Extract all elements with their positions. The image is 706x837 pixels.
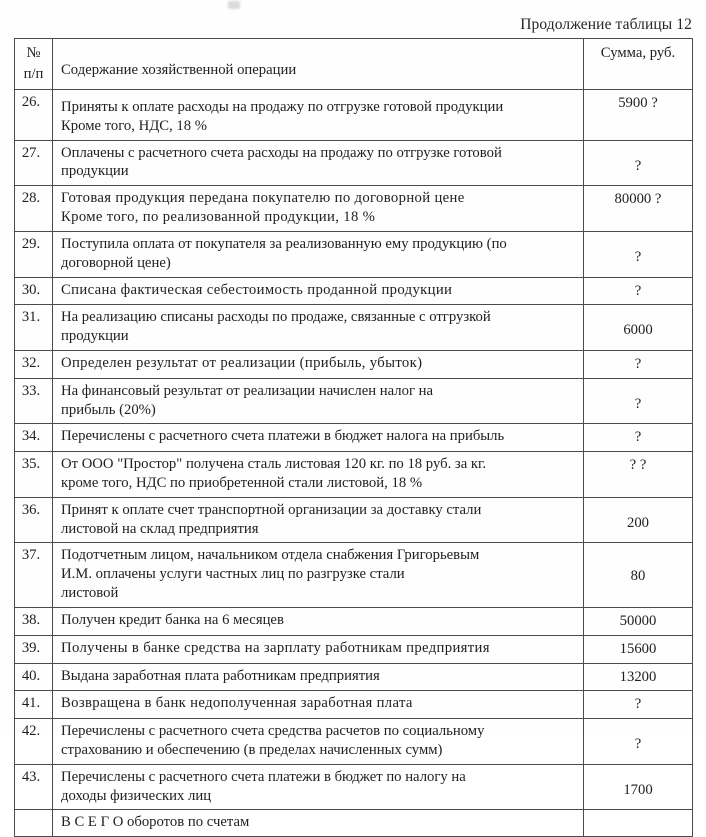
row-description-line: листовой [61, 585, 119, 602]
table-row [15, 231, 693, 277]
row-number: 34. [21, 428, 41, 445]
row-number: 40. [21, 667, 41, 684]
table-row [15, 543, 693, 607]
row-description-line: кроме того, НДС по приобретенной стали листовой, 18 % [61, 475, 423, 491]
row-amount-secondary: ? [639, 457, 647, 474]
row-description [53, 232, 583, 277]
header-number-line2: п/п [23, 65, 44, 82]
table-row [15, 635, 693, 663]
row-amount: ? [634, 696, 642, 713]
row-number: 38. [21, 611, 41, 628]
row-description [53, 90, 583, 140]
row-description [53, 305, 583, 350]
row-number: 26. [21, 94, 41, 110]
row-description-line: Принят к оплате счет транспортной организации за доставку стали [61, 501, 482, 518]
row-description-line: На финансовый результат от реализации начислен налог на [61, 382, 434, 399]
row-description: Возвращена в банк недополученная заработная плата [61, 695, 413, 712]
table-row [15, 497, 693, 543]
table-row [15, 424, 693, 452]
row-description: Получен кредит банка на 6 месяцев [61, 611, 284, 628]
row-number: 32. [21, 354, 41, 371]
row-number: 37. [21, 547, 41, 564]
row-description: Получены в банке средства на зарплату работникам предприятия [61, 639, 490, 656]
row-number: 35. [21, 456, 41, 473]
row-description-line: Подотчетным лицом, начальником отдела снабжения Григорьевым [61, 547, 480, 564]
row-amount: 80 [630, 568, 646, 585]
row-description-line: И.М. оплачены услуги частных лиц по разгрузке стали [61, 566, 405, 583]
header-description-cell: Содержание хозяйственной операции [61, 62, 297, 78]
business-operations-table [14, 38, 693, 837]
row-number: 36. [21, 501, 41, 518]
row-amount: 15600 [619, 640, 657, 657]
row-number: 33. [21, 382, 41, 399]
row-description-line: Приняты к оплате расходы на продажу по отгрузке готовой продукции [61, 99, 504, 115]
row-description [53, 186, 583, 231]
row-amount [584, 186, 692, 213]
row-amount: 1700 [623, 781, 653, 798]
row-amount: ? [634, 282, 642, 299]
total-amount [584, 810, 692, 818]
row-amount-secondary: ? [654, 191, 662, 208]
row-number: 43. [21, 768, 41, 785]
row-amount: ? [634, 157, 642, 174]
row-description: Выдана заработная плата работникам предприятия [61, 667, 380, 684]
row-description-line: Кроме того, по реализованной продукции, 18 % [61, 209, 376, 226]
table-row [15, 378, 693, 424]
row-amount: ? [634, 736, 642, 753]
row-amount-primary: 80000 [614, 191, 652, 208]
row-description [53, 498, 583, 543]
header-number-cell [15, 39, 52, 85]
row-amount: ? [634, 355, 642, 372]
table-row [15, 350, 693, 378]
row-description: Списана фактическая себестоимость проданной продукции [61, 281, 453, 298]
row-description [53, 543, 583, 606]
row-number: 41. [21, 695, 41, 712]
table-row [15, 607, 693, 635]
row-amount [584, 90, 692, 117]
table-row [15, 691, 693, 719]
row-number: 30. [21, 281, 41, 298]
row-description [53, 719, 583, 764]
row-description-line: На реализацию списаны расходы по продаже, связанные с отгрузкой [61, 309, 491, 326]
row-description-line: доходы физических лиц [61, 787, 212, 804]
table-continuation-caption: Продолжение таблицы 12 [520, 16, 692, 33]
row-number: 42. [21, 723, 41, 740]
table-row [15, 140, 693, 186]
row-amount: 200 [626, 514, 650, 531]
total-label: В С Е Г О оборотов по счетам [61, 814, 250, 831]
row-description [53, 452, 583, 497]
table-row [15, 277, 693, 305]
table-total-row [15, 810, 693, 837]
row-description-line: Поступила оплата от покупателя за реализованную ему продукцию (по [61, 235, 507, 252]
table-row [15, 186, 693, 232]
table-row [15, 452, 693, 498]
row-number [15, 810, 52, 816]
header-amount-cell: Сумма, руб. [600, 45, 676, 61]
row-description-line: страхованию и обеспечению (в пределах начисленных сумм) [61, 741, 443, 758]
row-description-line: От ООО "Простор" получена сталь листовая 120 кг. по 18 руб. за кг. [61, 456, 487, 473]
row-amount: 13200 [619, 668, 657, 685]
scan-artifact [228, 1, 240, 9]
row-amount: ? [634, 248, 642, 265]
row-description-line: Оплачены с расчетного счета расходы на продажу по отгрузке готовой [61, 144, 502, 161]
row-amount: 6000 [623, 322, 653, 339]
row-description [53, 765, 583, 810]
row-description-line: прибыль (20%) [61, 401, 156, 418]
row-number: 29. [21, 235, 41, 252]
table-row [15, 663, 693, 691]
row-description-line: Перечислены с расчетного счета средства расчетов по социальному [61, 723, 485, 740]
table-row [15, 764, 693, 810]
row-amount-secondary: ? [651, 95, 658, 111]
row-description-line: Перечислены с расчетного счета платежи в бюджет по налогу на [61, 768, 466, 785]
row-number: 39. [21, 639, 41, 656]
row-amount [584, 452, 692, 479]
header-number-line1: № [26, 45, 41, 61]
row-amount-primary: 5900 [618, 95, 648, 111]
row-description-line: листовой на склад предприятия [61, 520, 259, 537]
table-row [15, 90, 693, 141]
table-row [15, 719, 693, 765]
row-description-line: продукции [61, 163, 129, 180]
row-amount: 50000 [619, 612, 657, 629]
table-header-row [15, 39, 693, 90]
row-description: Перечислены с расчетного счета платежи в бюджет налога на прибыль [61, 428, 505, 445]
row-description [53, 379, 583, 424]
row-amount: ? [634, 429, 642, 446]
row-number: 31. [21, 309, 41, 326]
row-description: Определен результат от реализации (прибыль, убыток) [61, 354, 423, 371]
table-row [15, 305, 693, 351]
row-description-line: Готовая продукция передана покупателю по договорной цене [61, 190, 465, 207]
row-description-line: договорной цене) [61, 254, 171, 271]
row-amount-primary: ? [629, 457, 637, 474]
row-description-line: продукции [61, 328, 129, 345]
row-description-line: Кроме того, НДС, 18 % [61, 117, 207, 134]
row-description [53, 141, 583, 186]
row-number: 27. [21, 144, 41, 161]
row-amount: ? [634, 395, 642, 412]
row-number: 28. [21, 190, 41, 207]
